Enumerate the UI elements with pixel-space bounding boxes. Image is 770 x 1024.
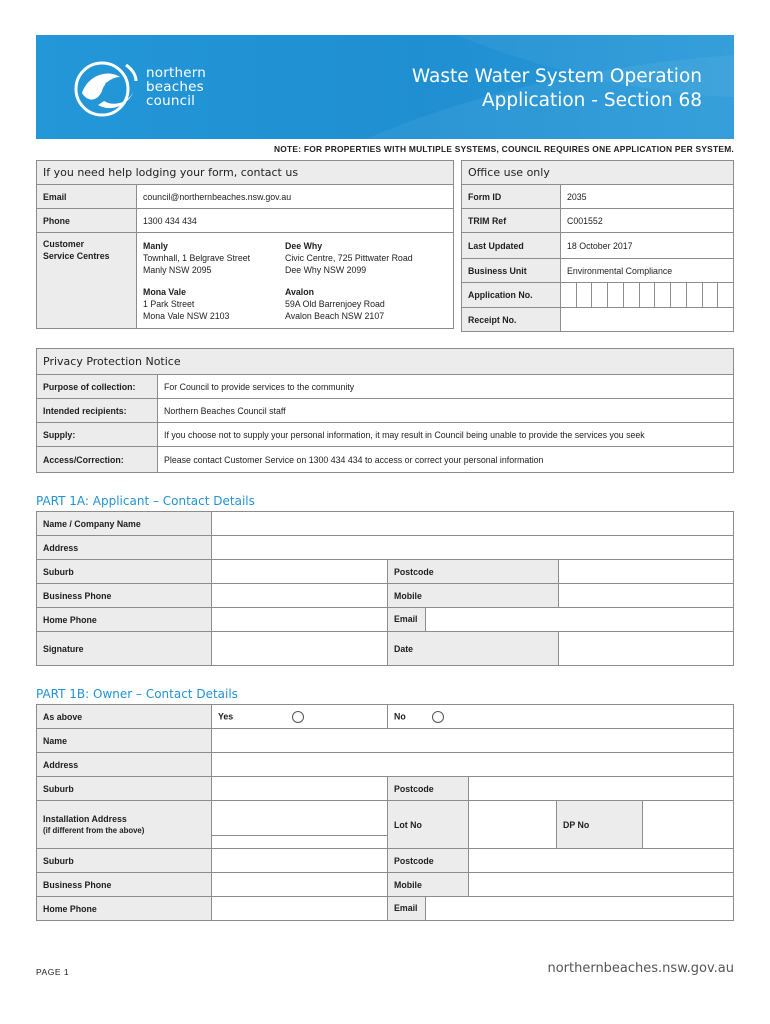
centre-line2: Dee Why NSW 2099: [285, 264, 367, 275]
privacy-heading: Privacy Protection Notice: [37, 349, 734, 375]
as-above-no-cell: [388, 705, 734, 729]
no-radio[interactable]: [432, 711, 444, 723]
applicant-date-label: Date: [388, 632, 559, 666]
privacy-recipients-value: Northern Beaches Council staff: [158, 399, 734, 423]
owner-address-field[interactable]: [212, 753, 734, 777]
contact-phone-label: Phone: [37, 209, 137, 233]
owner-postcode-label: Postcode: [388, 777, 469, 801]
applicant-business-phone-field[interactable]: [212, 584, 388, 608]
title-line-1: Waste Water System Operation: [411, 66, 702, 87]
service-centres-label-line2: Service Centres: [43, 251, 110, 261]
centre-line1: Townhall, 1 Belgrave Street: [143, 252, 251, 263]
applicant-mobile-label: Mobile: [388, 584, 559, 608]
privacy-supply-label: Supply:: [37, 423, 158, 447]
owner-suburb-label: Suburb: [37, 777, 212, 801]
owner-email-cell: [388, 897, 734, 921]
business-unit-label: Business Unit: [462, 259, 561, 283]
installation-address-field[interactable]: [212, 801, 388, 849]
privacy-recipients-label: Intended recipients:: [37, 399, 158, 423]
privacy-table: [36, 348, 734, 473]
document-title: [412, 65, 702, 113]
applicant-email-field[interactable]: [426, 608, 733, 631]
applicant-address-field[interactable]: [212, 536, 734, 560]
privacy-supply-value: If you choose not to supply your personal information, it may result in Council being unable to provide the services you seek: [158, 423, 734, 447]
applicant-suburb-label: Suburb: [37, 560, 212, 584]
form-id-label: Form ID: [462, 185, 561, 209]
installation-postcode-field[interactable]: [469, 849, 734, 873]
last-updated-value: 18 October 2017: [561, 233, 734, 259]
installation-suburb-label: Suburb: [37, 849, 212, 873]
centre-line2: Avalon Beach NSW 2107: [285, 310, 385, 321]
as-above-yes-label: Yes: [218, 710, 234, 721]
installation-label-main: Installation Address: [43, 813, 127, 824]
part1a-table: [36, 511, 734, 666]
last-updated-label: Last Updated: [462, 233, 561, 259]
business-unit-value: Environmental Compliance: [561, 259, 734, 283]
installation-label-sub: (if different from the above): [43, 825, 145, 835]
applicant-mobile-field[interactable]: [559, 584, 734, 608]
as-above-label: As above: [37, 705, 212, 729]
logo-line-1: northern: [146, 65, 206, 81]
owner-home-phone-field[interactable]: [212, 897, 388, 921]
contact-heading: If you need help lodging your form, contact us: [37, 161, 454, 185]
application-no-boxes[interactable]: [561, 283, 734, 308]
dp-no-cell: [557, 801, 734, 849]
owner-mobile-field[interactable]: [469, 873, 734, 897]
privacy-access-value: Please contact Customer Service on 1300 434 434 to access or correct your personal information: [158, 447, 734, 473]
centre-name: Manly: [143, 240, 168, 251]
centre-line1: 1 Park Street: [143, 298, 195, 309]
application-no-label: Application No.: [462, 283, 561, 308]
privacy-purpose-value: For Council to provide services to the community: [158, 375, 734, 399]
applicant-name-label: Name / Company Name: [37, 512, 212, 536]
centre-name: Dee Why: [285, 240, 323, 251]
dp-no-field[interactable]: [643, 801, 733, 848]
installation-suburb-field[interactable]: [212, 849, 388, 873]
logo-line-3: council: [146, 93, 196, 109]
trim-ref-label: TRIM Ref: [462, 209, 561, 233]
centre-avalon: [285, 286, 447, 322]
part1b-title: PART 1B: Owner – Contact Details: [36, 687, 238, 701]
owner-email-label: Email: [388, 897, 426, 920]
service-centres-cell: [137, 233, 454, 329]
part1b-table: [36, 704, 734, 921]
owner-business-phone-field[interactable]: [212, 873, 388, 897]
owner-suburb-field[interactable]: [212, 777, 388, 801]
trim-ref-value: C001552: [561, 209, 734, 233]
header-banner: [36, 35, 734, 139]
owner-address-label: Address: [37, 753, 212, 777]
applicant-date-field[interactable]: [559, 632, 734, 666]
office-heading: Office use only: [462, 161, 734, 185]
applicant-home-phone-field[interactable]: [212, 608, 388, 632]
service-centres-label-line1: Customer: [43, 239, 85, 249]
centre-name: Mona Vale: [143, 286, 187, 297]
owner-name-label: Name: [37, 729, 212, 753]
centre-manly: [143, 240, 285, 276]
multiple-systems-note: NOTE: FOR PROPERTIES WITH MULTIPLE SYSTEMS, COUNCIL REQUIRES ONE APPLICATION PER SYSTEM.: [273, 144, 734, 154]
centre-dee-why: [285, 240, 447, 276]
applicant-email-label: Email: [388, 608, 426, 631]
logo-text: [146, 66, 206, 108]
owner-home-phone-label: Home Phone: [37, 897, 212, 921]
centre-line1: 59A Old Barrenjoey Road: [285, 298, 385, 309]
applicant-postcode-field[interactable]: [559, 560, 734, 584]
owner-business-phone-label: Business Phone: [37, 873, 212, 897]
service-centres-label: [37, 233, 137, 329]
form-id-value: 2035: [561, 185, 734, 209]
owner-postcode-field[interactable]: [469, 777, 734, 801]
applicant-name-field[interactable]: [212, 512, 734, 536]
office-use-table: [461, 160, 734, 332]
applicant-postcode-label: Postcode: [388, 560, 559, 584]
owner-name-field[interactable]: [212, 729, 734, 753]
privacy-purpose-label: Purpose of collection:: [37, 375, 158, 399]
centre-line2: Manly NSW 2095: [143, 264, 212, 275]
as-above-no-label: No: [394, 710, 406, 721]
dp-no-label: DP No: [557, 801, 643, 848]
contact-phone-value: 1300 434 434: [137, 209, 454, 233]
contact-table: [36, 160, 454, 329]
centre-line1: Civic Centre, 725 Pittwater Road: [285, 252, 413, 263]
installation-address-label: [37, 801, 212, 849]
receipt-no-field[interactable]: [561, 308, 734, 332]
council-logo-icon: [68, 55, 146, 121]
contact-email-value: council@northernbeaches.nsw.gov.au: [137, 185, 454, 209]
as-above-yes-cell: [212, 705, 388, 729]
applicant-suburb-field[interactable]: [212, 560, 388, 584]
title-line-2: Application - Section 68: [482, 90, 702, 111]
privacy-access-label: Access/Correction:: [37, 447, 158, 473]
contact-email-label: Email: [37, 185, 137, 209]
applicant-address-label: Address: [37, 536, 212, 560]
logo-line-2: beaches: [146, 79, 204, 95]
applicant-email-cell: [388, 608, 734, 632]
owner-email-field[interactable]: [426, 897, 733, 920]
page-number: PAGE 1: [36, 967, 70, 977]
owner-mobile-label: Mobile: [388, 873, 469, 897]
applicant-business-phone-label: Business Phone: [37, 584, 212, 608]
installation-postcode-label: Postcode: [388, 849, 469, 873]
centre-mona-vale: [143, 286, 285, 322]
centre-line2: Mona Vale NSW 2103: [143, 310, 230, 321]
lot-no-label: Lot No: [388, 801, 469, 849]
part1a-title: PART 1A: Applicant – Contact Details: [36, 494, 255, 508]
applicant-signature-field[interactable]: [212, 632, 388, 666]
lot-no-field[interactable]: [469, 801, 557, 849]
receipt-no-label: Receipt No.: [462, 308, 561, 332]
applicant-signature-label: Signature: [37, 632, 212, 666]
yes-radio[interactable]: [292, 711, 304, 723]
centre-name: Avalon: [285, 286, 315, 297]
footer-url: northernbeaches.nsw.gov.au: [547, 961, 734, 976]
applicant-home-phone-label: Home Phone: [37, 608, 212, 632]
